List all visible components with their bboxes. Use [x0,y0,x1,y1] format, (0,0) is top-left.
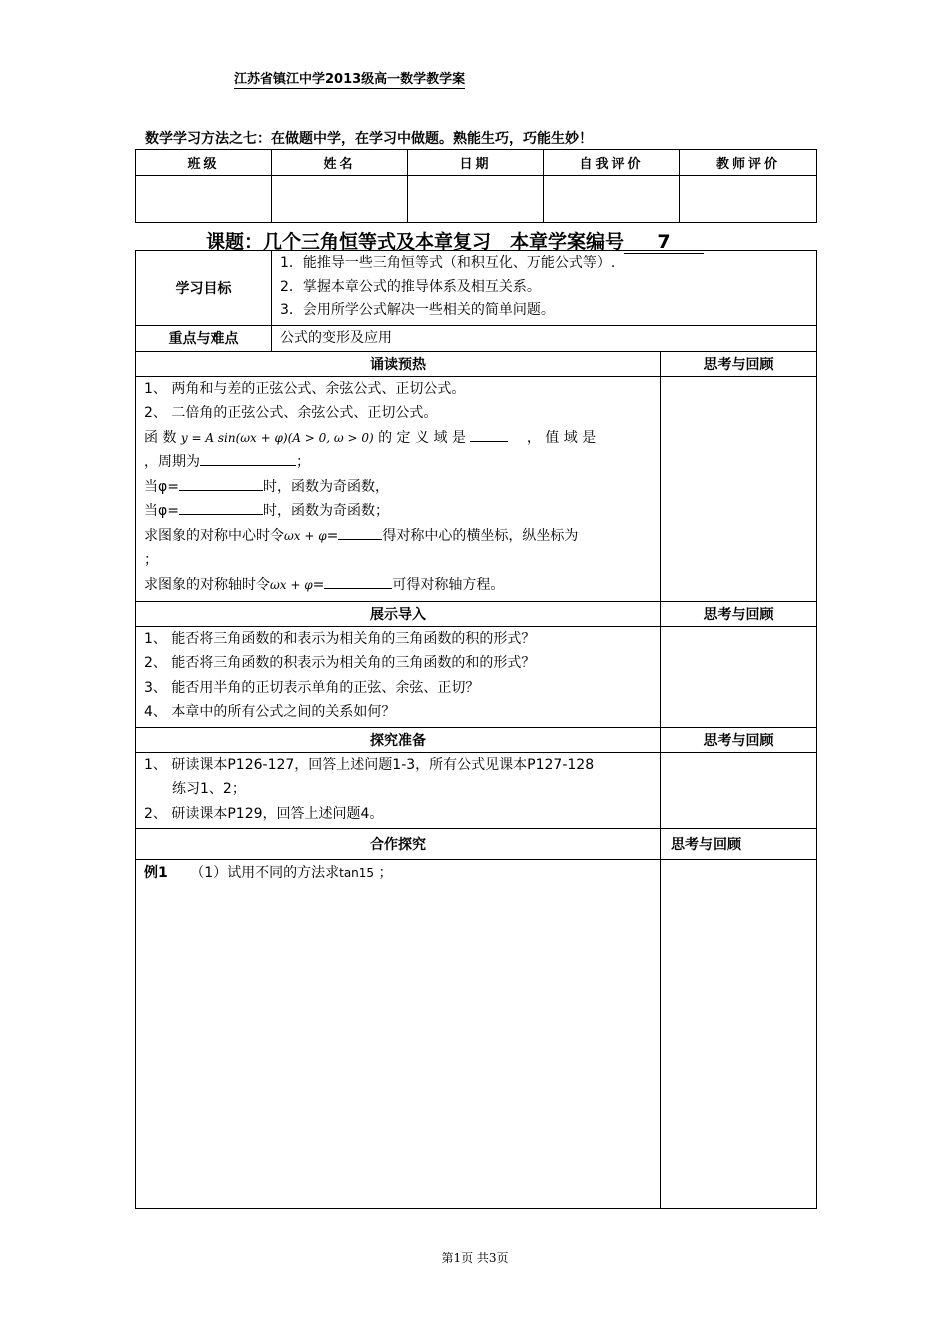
preview-line [136,573,660,598]
preview-line [136,426,660,451]
fill-blank[interactable] [200,451,296,466]
preview-line [136,499,660,524]
text-fragment: 时，函数为奇函数， [262,478,389,495]
eval-cell-teacher[interactable] [680,176,817,223]
preview-side-cell[interactable] [661,376,817,601]
formula: ωx + φ [284,528,327,543]
coop-title: 合作探究 [136,828,661,859]
explore-title: 探究准备 [136,727,661,752]
explore-side-label: 思考与回顾 [661,727,817,752]
show-side-cell[interactable] [661,626,817,727]
eval-cell-date[interactable] [408,176,544,223]
eval-header-teacher: 教师评价 [680,150,817,176]
text-fragment: 求图象的对称中心时令 [144,527,284,544]
goal-item: 2．掌握本章公式的推导体系及相互关系。 [280,278,541,295]
preview-line: 2、 二倍角的正弦公式、余弦公式、正切公式。 [144,405,438,421]
preview-line: ； [144,552,158,568]
goal-item: 1．能推导一些三角恒等式（和积互化、万能公式等）. [280,255,616,271]
eval-header-self: 自我评价 [544,150,680,176]
preview-title: 诵读预热 [136,351,661,376]
key-label: 重点与难点 [136,326,272,352]
show-item: 2、 能否将三角函数的积表示为相关角的三角函数的和的形式？ [144,655,536,671]
preview-line: 1、 两角和与差的正弦公式、余弦公式、正切公式。 [144,380,466,397]
explore-item: 2、 研读课本P129，回答上述问题4。 [144,805,384,822]
example-line [136,860,660,886]
show-item: 3、 能否用半角的正切表示单角的正弦、余弦、正切？ [144,679,480,696]
example-formula: tan15 [339,865,375,880]
text-fragment: 当φ= [144,503,179,519]
show-item: 4、 本章中的所有公式之间的关系如何？ [144,704,396,720]
text-fragment: 时，函数为奇函数； [262,503,389,519]
eval-cell-self[interactable] [544,176,680,223]
goal-item: 3．会用所学公式解决一些相关的简单问题。 [280,302,555,318]
preview-side-label: 思考与回顾 [661,351,817,376]
show-item: 1、 能否将三角函数的和表示为相关角的三角函数的积的形式？ [144,630,536,647]
preview-line [136,450,660,475]
preview-line [136,524,660,549]
text-fragment: 的 定 义 域 是 [378,429,466,446]
eval-header-name: 姓名 [272,150,408,176]
eval-cell-class[interactable] [136,176,272,223]
main-table [135,250,817,1209]
coop-content [136,859,661,1208]
text-fragment: = [326,527,339,544]
fill-blank[interactable] [179,500,263,515]
preview-line [136,475,660,500]
goals-content [272,251,817,326]
text-fragment: 求图象的对称轴时令 [144,576,270,593]
show-side-label: 思考与回顾 [661,601,817,626]
text-fragment: 得对称中心的横坐标，纵坐标为 [382,527,579,544]
show-content [136,626,661,727]
text-fragment: 可得对称轴方程。 [392,576,505,593]
text-fragment: = [312,576,325,593]
coop-side-cell[interactable] [661,859,817,1208]
eval-cell-name[interactable] [272,176,408,223]
example-label: 例1 [144,864,168,881]
fill-blank[interactable] [338,525,382,540]
lesson-title-text: 课题：几个三角恒等式及本章复习 本章学案编号 [206,231,625,253]
fill-blank[interactable] [470,427,508,442]
coop-side-label: 思考与回顾 [661,828,817,859]
document-header: 江苏省镇江中学2013级高一数学教学案 [234,68,465,89]
eval-header-class: 班级 [136,150,272,176]
goals-label: 学习目标 [136,251,272,326]
text-fragment: ； [296,454,310,470]
page-footer: 第1页 共3页 [441,1251,509,1265]
example-text: （1）试用不同的方法求 [190,864,340,881]
explore-content [136,752,661,828]
eval-header-date: 日期 [408,150,544,176]
fill-blank[interactable] [324,574,392,589]
key-content [272,326,817,352]
example-end: ； [378,864,393,881]
text-fragment: ， 值 域 是 [526,429,597,446]
text-fragment: 当φ= [144,478,179,495]
formula: y = A sin(ωx + φ)(A > 0, ω > 0) [180,430,374,445]
preview-content [136,376,661,601]
key-text: 公式的变形及应用 [280,330,392,346]
fill-blank[interactable] [179,476,263,491]
text-fragment: 函 数 [144,429,177,446]
text-fragment: ，周期为 [144,454,200,470]
lesson-number: 7 [624,231,704,254]
motto: 数学学习方法之七：在做题中学，在学习中做题。熟能生巧，巧能生妙！ [145,131,593,147]
show-title: 展示导入 [136,601,661,626]
explore-item: 1、 研读课本P126-127，回答上述问题1-3，所有公式见课本P127-128 [144,756,595,773]
formula: ωx + φ [270,577,313,592]
evaluation-table [135,149,817,223]
explore-side-cell[interactable] [661,752,817,828]
explore-item: 练习1、2； [144,781,246,797]
